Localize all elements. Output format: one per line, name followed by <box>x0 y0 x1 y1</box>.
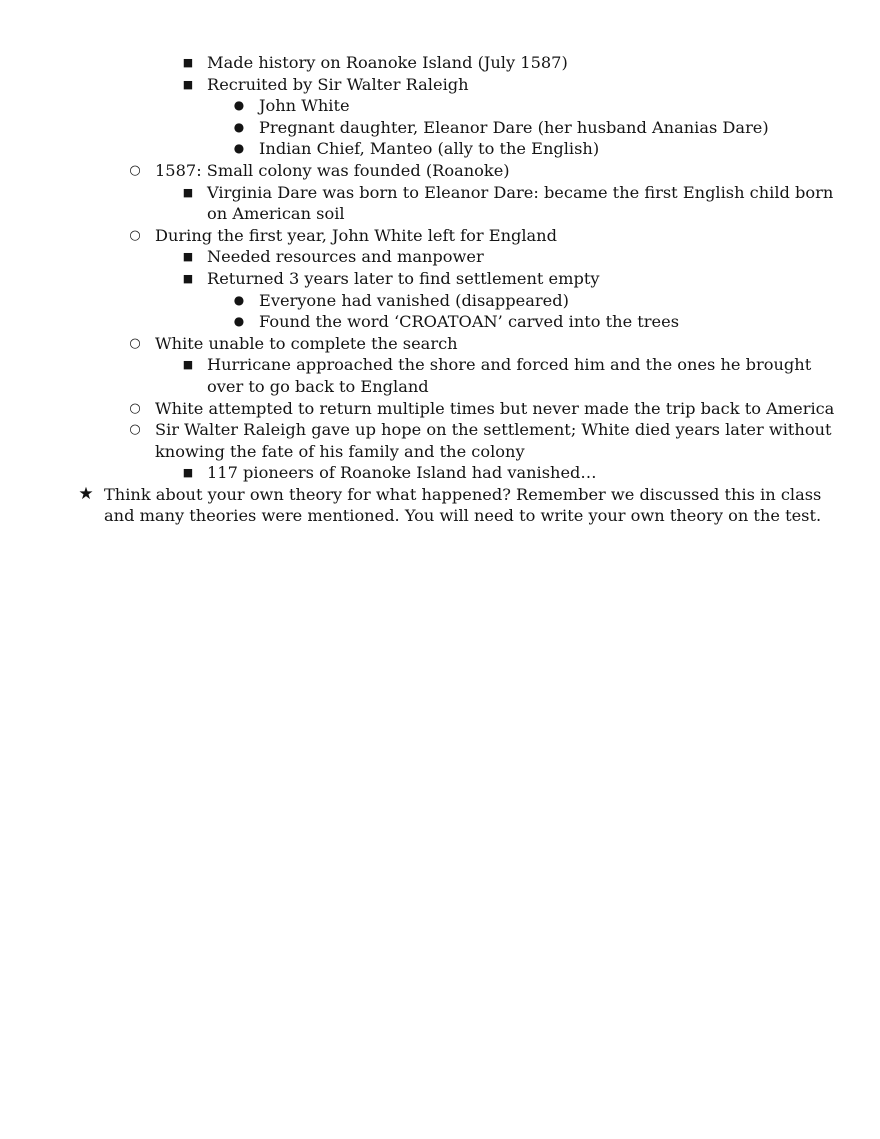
dot-bullet-icon: ● <box>233 119 245 134</box>
list-item <box>0 354 880 397</box>
list-item <box>0 419 880 462</box>
square-bullet-icon: ■ <box>182 358 194 372</box>
list-item-text: Hurricane approached the shore and forced him and the ones he brought over to go back to England <box>207 355 812 396</box>
square-bullet-icon: ■ <box>182 77 194 91</box>
list-item-text: Returned 3 years later to find settlement empty <box>207 268 600 288</box>
list-item <box>0 160 880 182</box>
square-bullet-icon: ■ <box>182 56 194 69</box>
dot-bullet-icon: ● <box>233 98 245 113</box>
list-item <box>0 95 880 117</box>
star-icon: ★ <box>78 483 94 504</box>
list-item-text: Sir Walter Raleigh gave up hope on the settlement; White died years later without knowing the fate of his family and the colony <box>155 420 832 461</box>
list-item <box>0 74 880 96</box>
list-item <box>0 225 880 247</box>
list-item <box>0 52 880 74</box>
circle-bullet-icon: ○ <box>129 227 141 243</box>
list-item-text: Found the word ‘CROATOAN’ carved into the trees <box>259 312 680 332</box>
circle-bullet-icon: ○ <box>129 162 141 178</box>
list-item <box>0 268 880 290</box>
circle-bullet-icon: ○ <box>129 335 141 351</box>
dot-bullet-icon: ● <box>233 314 245 329</box>
list-item-text: Indian Chief, Manteo (ally to the English) <box>259 139 600 159</box>
square-bullet-icon: ■ <box>182 250 194 264</box>
list-item-text: 1587: Small colony was founded (Roanoke) <box>155 160 510 180</box>
list-item <box>0 311 880 333</box>
square-bullet-icon: ■ <box>182 185 194 199</box>
list-item <box>0 246 880 268</box>
list-item-text: Needed resources and manpower <box>207 247 484 267</box>
list-item-text: White attempted to return multiple times but never made the trip back to America <box>155 398 835 418</box>
list-item <box>0 138 880 160</box>
theory-prompt <box>0 484 880 527</box>
list-item <box>0 182 880 225</box>
circle-bullet-icon: ○ <box>129 400 141 416</box>
dot-bullet-icon: ● <box>233 141 245 156</box>
list-item-text: 117 pioneers of Roanoke Island had vanished… <box>207 463 597 483</box>
theory-prompt-text: Think about your own theory for what happened? Remember we discussed this in class and many theories were mentioned. You will need to write your own theory on the test. <box>104 484 822 526</box>
document-body <box>0 52 880 527</box>
list-item-text: Made history on Roanoke Island (July 1587) <box>207 53 568 72</box>
list-item <box>0 333 880 355</box>
list-item <box>0 462 880 484</box>
dot-bullet-icon: ● <box>233 292 245 307</box>
list-item-text: John White <box>259 96 350 116</box>
list-item-text: Virginia Dare was born to Eleanor Dare: became the first English child born on American soil <box>207 182 834 224</box>
list-item-text: During the first year, John White left for England <box>155 225 557 245</box>
list-item <box>0 290 880 312</box>
list-item-text: Pregnant daughter, Eleanor Dare (her husband Ananias Dare) <box>259 117 769 137</box>
list-item-text: Recruited by Sir Walter Raleigh <box>207 74 469 94</box>
list-item <box>0 117 880 139</box>
square-bullet-icon: ■ <box>182 271 194 285</box>
list-item-text: Everyone had vanished (disappeared) <box>259 290 569 310</box>
circle-bullet-icon: ○ <box>129 422 141 438</box>
list-item <box>0 398 880 420</box>
square-bullet-icon: ■ <box>182 466 194 480</box>
list-item-text: White unable to complete the search <box>155 333 458 353</box>
